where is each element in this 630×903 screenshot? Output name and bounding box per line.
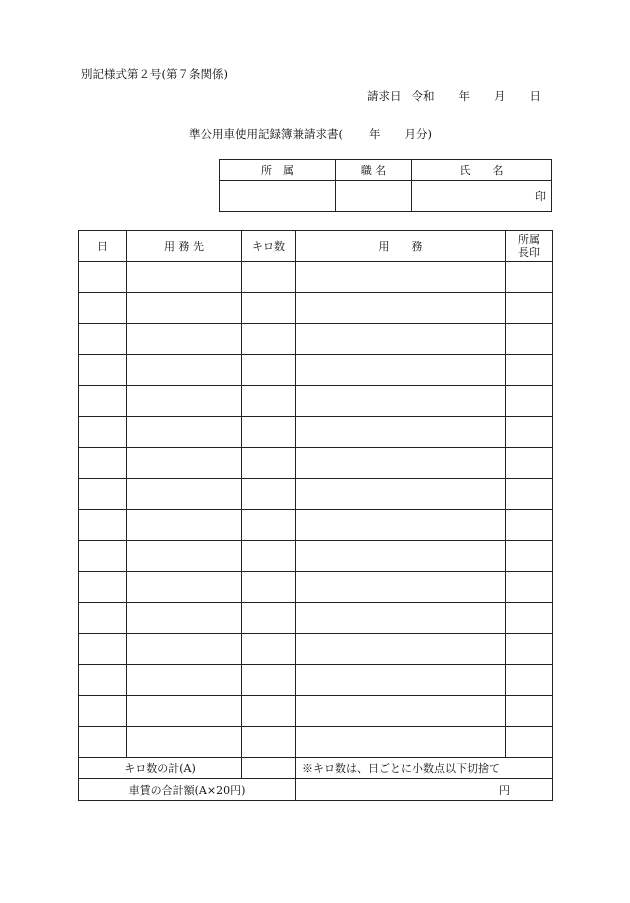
destination-cell[interactable] (127, 417, 242, 448)
destination-cell[interactable] (127, 634, 242, 665)
log-row (79, 634, 553, 665)
day-cell[interactable] (79, 510, 127, 541)
destination-cell[interactable] (127, 510, 242, 541)
destination-cell[interactable] (127, 572, 242, 603)
request-date-line (367, 88, 541, 104)
position-header: 職 名 (336, 160, 412, 181)
fare-total-field[interactable] (296, 779, 553, 801)
seal-cell[interactable] (506, 541, 553, 572)
destination-cell[interactable] (127, 727, 242, 758)
log-row (79, 727, 553, 758)
log-row (79, 262, 553, 293)
log-row (79, 355, 553, 386)
day-cell[interactable] (79, 386, 127, 417)
seal-cell[interactable] (506, 603, 553, 634)
seal-cell[interactable] (506, 324, 553, 355)
yen-unit: 円 (499, 783, 510, 797)
seal-mark: 印 (535, 190, 546, 203)
log-row (79, 479, 553, 510)
seal-cell[interactable] (506, 479, 553, 510)
seal-cell[interactable] (506, 696, 553, 727)
destination-cell[interactable] (127, 665, 242, 696)
seal-cell[interactable] (506, 510, 553, 541)
seal-cell[interactable] (506, 634, 553, 665)
km-cell[interactable] (242, 479, 296, 510)
rounding-note: ※キロ数は、日ごとに小数点以下切捨て (296, 758, 553, 779)
km-column-header: キロ数 (242, 231, 296, 262)
name-header: 氏 名 (412, 160, 552, 181)
business-cell[interactable] (296, 572, 506, 603)
day-cell[interactable] (79, 417, 127, 448)
km-cell[interactable] (242, 448, 296, 479)
km-cell[interactable] (242, 603, 296, 634)
seal-cell[interactable] (506, 665, 553, 696)
km-cell[interactable] (242, 572, 296, 603)
day-cell[interactable] (79, 448, 127, 479)
request-date-label: 請求日 (367, 89, 402, 103)
day-cell[interactable] (79, 727, 127, 758)
title-main: 準公用車使用記録簿兼請求書( (189, 127, 343, 141)
log-row (79, 696, 553, 727)
km-cell[interactable] (242, 386, 296, 417)
business-cell[interactable] (296, 417, 506, 448)
destination-cell[interactable] (127, 448, 242, 479)
month-label: 月 (494, 89, 506, 103)
seal-cell[interactable] (506, 355, 553, 386)
title-year: 年 (369, 127, 381, 141)
day-column-header: 日 (79, 231, 127, 262)
log-row (79, 665, 553, 696)
usage-log-table (78, 230, 553, 801)
destination-cell[interactable] (127, 386, 242, 417)
business-cell[interactable] (296, 541, 506, 572)
km-total-field[interactable] (242, 758, 296, 779)
affiliation-header: 所 属 (220, 160, 336, 181)
day-cell[interactable] (79, 665, 127, 696)
log-row (79, 572, 553, 603)
destination-cell[interactable] (127, 293, 242, 324)
business-cell[interactable] (296, 727, 506, 758)
business-cell[interactable] (296, 324, 506, 355)
applicant-table (219, 159, 552, 212)
seal-cell[interactable] (506, 386, 553, 417)
business-cell[interactable] (296, 448, 506, 479)
supervisor-seal-column-header: 所属 長印 (506, 231, 553, 262)
log-row (79, 417, 553, 448)
business-cell[interactable] (296, 696, 506, 727)
day-cell[interactable] (79, 355, 127, 386)
document-title (189, 126, 432, 142)
destination-cell[interactable] (127, 479, 242, 510)
fare-total-label: 車賃の合計額(A×20円) (79, 779, 296, 801)
business-cell[interactable] (296, 479, 506, 510)
day-cell[interactable] (79, 572, 127, 603)
form-number: 別記様式第２号(第７条関係) (81, 67, 228, 81)
day-cell[interactable] (79, 262, 127, 293)
name-field[interactable] (412, 181, 552, 212)
seal-cell[interactable] (506, 448, 553, 479)
log-row (79, 293, 553, 324)
day-cell[interactable] (79, 541, 127, 572)
destination-cell[interactable] (127, 603, 242, 634)
km-cell[interactable] (242, 324, 296, 355)
year-label: 年 (458, 89, 470, 103)
business-cell[interactable] (296, 603, 506, 634)
km-cell[interactable] (242, 727, 296, 758)
log-row (79, 541, 553, 572)
km-cell[interactable] (242, 355, 296, 386)
day-cell[interactable] (79, 696, 127, 727)
km-cell[interactable] (242, 665, 296, 696)
era-label: 令和 (411, 89, 435, 103)
log-row (79, 386, 553, 417)
seal-cell[interactable] (506, 572, 553, 603)
day-cell[interactable] (79, 603, 127, 634)
seal-cell[interactable] (506, 727, 553, 758)
km-cell[interactable] (242, 541, 296, 572)
destination-cell[interactable] (127, 324, 242, 355)
seal-cell[interactable] (506, 417, 553, 448)
log-row (79, 324, 553, 355)
day-label: 日 (529, 89, 541, 103)
km-cell[interactable] (242, 293, 296, 324)
business-column-header: 用 務 (296, 231, 506, 262)
seal-cell[interactable] (506, 293, 553, 324)
business-cell[interactable] (296, 355, 506, 386)
destination-cell[interactable] (127, 541, 242, 572)
seal-cell[interactable] (506, 262, 553, 293)
km-cell[interactable] (242, 262, 296, 293)
destination-cell[interactable] (127, 355, 242, 386)
business-cell[interactable] (296, 386, 506, 417)
destination-column-header: 用 務 先 (127, 231, 242, 262)
day-cell[interactable] (79, 324, 127, 355)
km-cell[interactable] (242, 417, 296, 448)
day-cell[interactable] (79, 479, 127, 510)
destination-cell[interactable] (127, 262, 242, 293)
business-cell[interactable] (296, 510, 506, 541)
log-row (79, 510, 553, 541)
km-cell[interactable] (242, 696, 296, 727)
km-cell[interactable] (242, 634, 296, 665)
title-month: 月分) (404, 127, 432, 141)
affiliation-field[interactable] (220, 181, 336, 212)
day-cell[interactable] (79, 634, 127, 665)
log-row (79, 603, 553, 634)
km-total-label: キロ数の計(A) (79, 758, 242, 779)
day-cell[interactable] (79, 293, 127, 324)
business-cell[interactable] (296, 262, 506, 293)
log-row (79, 448, 553, 479)
destination-cell[interactable] (127, 696, 242, 727)
business-cell[interactable] (296, 293, 506, 324)
position-field[interactable] (336, 181, 412, 212)
business-cell[interactable] (296, 634, 506, 665)
business-cell[interactable] (296, 665, 506, 696)
km-cell[interactable] (242, 510, 296, 541)
